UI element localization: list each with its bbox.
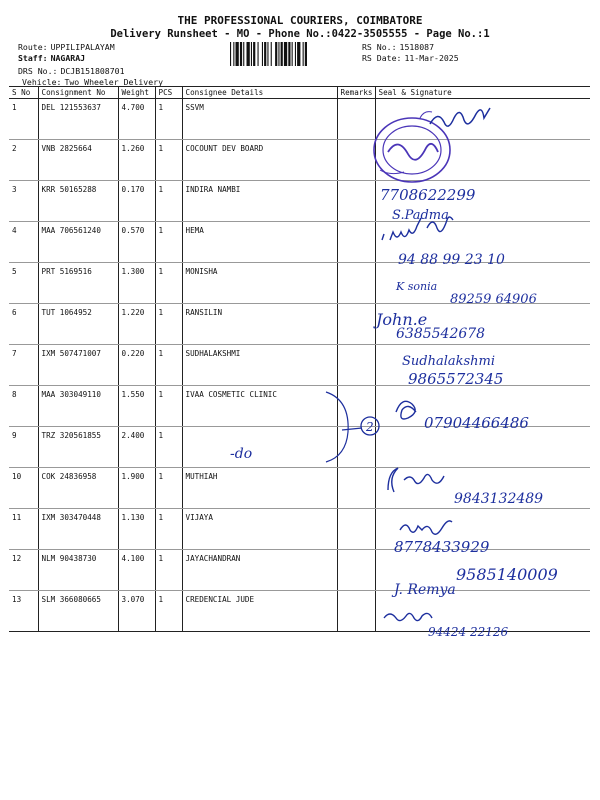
vehicle-line: Vehicle: Two Wheeler Delivery [22, 77, 164, 87]
consignment-cell: IXM 303470448 [38, 509, 118, 550]
remarks-cell [337, 304, 375, 345]
barcode-bar [281, 42, 283, 66]
sno-cell: 10 [9, 468, 38, 509]
weight-cell: 0.170 [118, 181, 155, 222]
row4-phone: 94 88 99 23 10 [398, 252, 505, 268]
pcs-cell: 1 [155, 550, 182, 591]
barcode-bar [271, 42, 272, 66]
row12-phone: 9585140009 [456, 565, 558, 584]
table-row [9, 304, 590, 345]
barcode-bar [292, 42, 293, 66]
pcs-cell: 1 [155, 345, 182, 386]
consignee-cell: VIJAYA [182, 509, 337, 550]
row6-phone: 6385542678 [396, 326, 486, 342]
table-row [9, 345, 590, 386]
remarks-cell [337, 140, 375, 181]
barcode-bar [233, 42, 234, 66]
barcode-bar [251, 42, 252, 66]
table-header-row [9, 87, 590, 99]
pcs-cell: 1 [155, 509, 182, 550]
weight-cell: 1.550 [118, 386, 155, 427]
rs-date-line: RS Date: 11-Mar-2025 [362, 53, 459, 63]
consignee-cell: SUDHALAKSHMI [182, 345, 337, 386]
barcode-bar [288, 42, 290, 66]
sno-cell: 5 [9, 263, 38, 304]
consignment-cell: MAA 303049110 [38, 386, 118, 427]
barcode-bar [258, 42, 259, 66]
row8-phone: 07904466486 [424, 414, 529, 432]
table-row [9, 591, 590, 632]
consignment-cell: COK 24836958 [38, 468, 118, 509]
sno-cell: 12 [9, 550, 38, 591]
consignment-cell: MAA 706561240 [38, 222, 118, 263]
row3-phone: 7708622299 [380, 186, 476, 204]
drs-line: DRS No.: DCJB151808701 [18, 66, 125, 76]
consignment-cell: IXM 507471007 [38, 345, 118, 386]
table-row [9, 99, 590, 140]
weight-cell: 4.700 [118, 99, 155, 140]
signature-cell [375, 468, 590, 509]
table-row [9, 181, 590, 222]
remarks-cell [337, 468, 375, 509]
barcode-bar [278, 42, 279, 66]
weight-cell: 1.300 [118, 263, 155, 304]
table-row [9, 427, 590, 468]
barcode-bar [262, 42, 263, 66]
barcode-bar [284, 42, 287, 66]
table-row [9, 263, 590, 304]
pcs-cell: 1 [155, 386, 182, 427]
pcs-cell: 1 [155, 427, 182, 468]
weight-cell: 1.900 [118, 468, 155, 509]
col-weight: Weight [118, 87, 155, 99]
row10-phone: 9843132489 [454, 491, 544, 507]
col-seal-signature: Seal & Signature [375, 87, 590, 99]
barcode-bar [247, 42, 250, 66]
barcode-bar [275, 42, 277, 66]
table-row [9, 386, 590, 427]
company-name: THE PROFESSIONAL COURIERS, COIMBATORE [177, 14, 423, 27]
barcode-bar [267, 42, 268, 66]
weight-cell: 3.070 [118, 591, 155, 632]
consignee-cell: IVAA COSMETIC CLINIC [182, 386, 337, 427]
row13-phone: 94424 22126 [428, 625, 509, 639]
barcode-bar [303, 42, 304, 66]
barcode-image [230, 42, 356, 66]
pcs-cell: 1 [155, 263, 182, 304]
pcs-cell: 1 [155, 304, 182, 345]
signature-cell [375, 140, 590, 181]
consignment-cell: VNB 2825664 [38, 140, 118, 181]
row11-phone: 8778433929 [394, 538, 490, 556]
barcode-bar [243, 42, 244, 66]
consignee-cell: MONISHA [182, 263, 337, 304]
barcode-bar [305, 42, 307, 66]
remarks-cell [337, 222, 375, 263]
barcode-bar [264, 42, 266, 66]
consignee-cell: JAYACHANDRAN [182, 550, 337, 591]
table-row [9, 509, 590, 550]
consignee-cell [182, 427, 337, 468]
remarks-cell [337, 181, 375, 222]
consignee-cell: MUTHIAH [182, 468, 337, 509]
sno-cell: 8 [9, 386, 38, 427]
consignment-cell: DEL 121553637 [38, 99, 118, 140]
pcs-cell: 1 [155, 181, 182, 222]
col-sno: S No [9, 87, 38, 99]
remarks-cell [337, 345, 375, 386]
remarks-cell [337, 509, 375, 550]
weight-cell: 1.220 [118, 304, 155, 345]
staff-line: Staff: NAGARAJ [18, 53, 86, 63]
weight-cell: 0.570 [118, 222, 155, 263]
barcode-bar [297, 42, 300, 66]
sno-cell: 7 [9, 345, 38, 386]
signature-cell [375, 386, 590, 427]
signature-cell [375, 263, 590, 304]
signature-cell [375, 345, 590, 386]
signature-cell [375, 591, 590, 632]
sno-cell: 2 [9, 140, 38, 181]
row6-name: John.e [376, 310, 428, 329]
weight-cell: 4.100 [118, 550, 155, 591]
pcs-cell: 1 [155, 140, 182, 181]
pcs-cell: 1 [155, 468, 182, 509]
consignee-cell: SSVM [182, 99, 337, 140]
pcs-cell: 1 [155, 591, 182, 632]
remarks-cell [337, 386, 375, 427]
consignee-cell: COCOUNT DEV BOARD [182, 140, 337, 181]
row7-phone: 9865572345 [408, 370, 504, 388]
consignment-cell: TRZ 320561855 [38, 427, 118, 468]
consignee-cell: RANSILIN [182, 304, 337, 345]
weight-cell: 2.400 [118, 427, 155, 468]
consignment-cell: TUT 1064952 [38, 304, 118, 345]
consignment-cell: NLM 90438730 [38, 550, 118, 591]
table-row [9, 468, 590, 509]
row8-marker: 2 [366, 420, 374, 434]
signature-cell [375, 550, 590, 591]
sno-cell: 6 [9, 304, 38, 345]
row9-ditto: -do [230, 446, 253, 462]
remarks-cell [337, 99, 375, 140]
consignment-cell: PRT 5169516 [38, 263, 118, 304]
meta-left [18, 42, 163, 88]
route-line: Route: UPPILIPALAYAM [18, 42, 115, 52]
sno-cell: 1 [9, 99, 38, 140]
table-row [9, 550, 590, 591]
consignee-cell: HEMA [182, 222, 337, 263]
pcs-cell: 1 [155, 99, 182, 140]
barcode-bar [295, 42, 296, 66]
col-consignment: Consignment No [38, 87, 118, 99]
weight-cell: 1.130 [118, 509, 155, 550]
table-row [9, 222, 590, 263]
remarks-cell [337, 263, 375, 304]
weight-cell: 1.260 [118, 140, 155, 181]
col-pcs: PCS [155, 87, 182, 99]
runsheet-subtitle: Delivery Runsheet - MO - Phone No.:0422-3505555 - Page No.:1 [110, 28, 490, 40]
remarks-cell [337, 427, 375, 468]
meta-right [362, 42, 459, 64]
sno-cell: 13 [9, 591, 38, 632]
signature-cell [375, 304, 590, 345]
row7-name: Sudhalakshmi [402, 354, 496, 369]
col-remarks: Remarks [337, 87, 375, 99]
consignment-cell: SLM 366080665 [38, 591, 118, 632]
barcode-bar [240, 42, 242, 66]
remarks-cell [337, 550, 375, 591]
table-row [9, 140, 590, 181]
sno-cell: 11 [9, 509, 38, 550]
signature-cell [375, 99, 590, 140]
consignee-cell: INDIRA NAMBI [182, 181, 337, 222]
remarks-cell [337, 591, 375, 632]
row5-name: K sonia [396, 280, 438, 293]
sno-cell: 3 [9, 181, 38, 222]
pcs-cell: 1 [155, 222, 182, 263]
row3-name: S.Padma [392, 208, 449, 223]
row5-phone: 89259 64906 [450, 292, 537, 307]
signature-cell [375, 181, 590, 222]
barcode-bar [230, 42, 231, 66]
rs-no-line: RS No.: 1518087 [362, 42, 435, 52]
sno-cell: 9 [9, 427, 38, 468]
runsheet-table [9, 86, 590, 632]
signature-cell [375, 222, 590, 263]
sno-cell: 4 [9, 222, 38, 263]
barcode-bar [253, 42, 255, 66]
consignee-cell: CREDENCIAL JUDE [182, 591, 337, 632]
consignment-cell: KRR 50165288 [38, 181, 118, 222]
signature-cell [375, 427, 590, 468]
signature-cell [375, 509, 590, 550]
barcode-bar [236, 42, 239, 66]
weight-cell: 0.220 [118, 345, 155, 386]
col-consignee: Consignee Details [182, 87, 337, 99]
row12-name: J. Remya [394, 582, 456, 598]
